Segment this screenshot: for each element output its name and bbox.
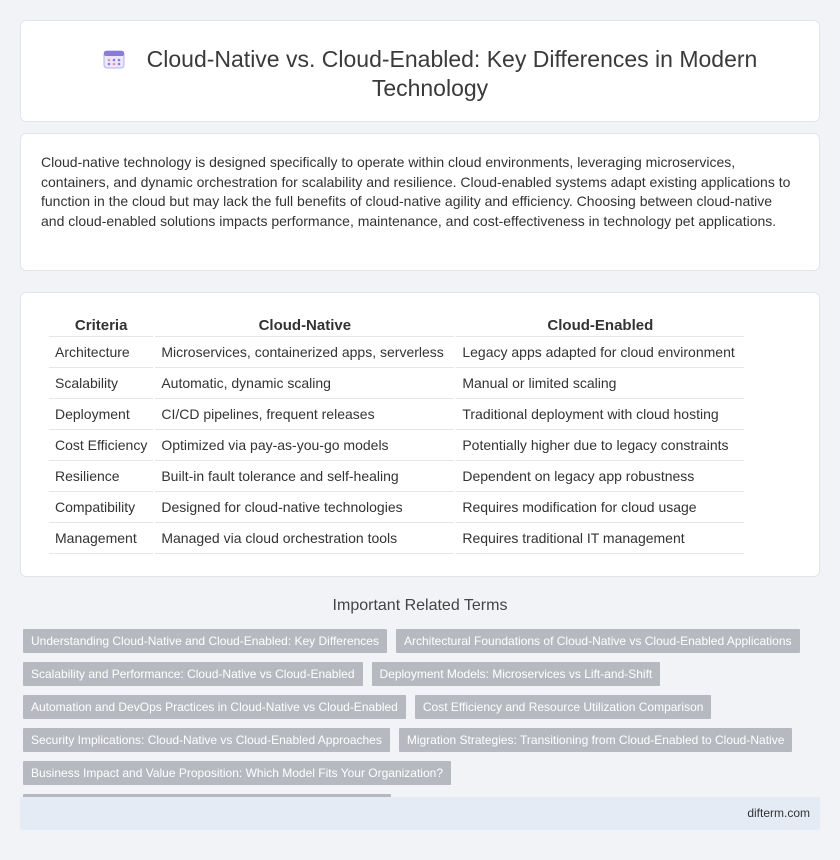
related-term-tag[interactable]: Deployment Models: Microservices vs Lift-and-Shift bbox=[372, 662, 661, 686]
table-row bbox=[49, 492, 744, 523]
header-cloud-native: Cloud-Native bbox=[155, 315, 454, 337]
cloud-native-cell: Optimized via pay-as-you-go models bbox=[155, 430, 454, 461]
cloud-enabled-cell: Requires traditional IT management bbox=[456, 523, 744, 554]
related-term-tag[interactable]: Architectural Foundations of Cloud-Native vs Cloud-Enabled Applications bbox=[396, 629, 800, 653]
intro-paragraph: Cloud-native technology is designed specifically to operate within cloud environments, leveraging microservices, containers, and dynamic orchestration for scalability and resilience. Cloud-enabled systems adapt existing applications to function in the cloud but may lack the full benefits of cloud-native agility and efficiency. Choosing between cloud-native and cloud-enabled solutions impacts performance, maintenance, and cost-effectiveness in technology pet applications. bbox=[41, 154, 791, 229]
related-term-tag[interactable]: Security Implications: Cloud-Native vs Cloud-Enabled Approaches bbox=[23, 728, 390, 752]
criteria-cell: Management bbox=[49, 523, 153, 554]
header-cloud-enabled: Cloud-Enabled bbox=[456, 315, 744, 337]
comparison-table bbox=[47, 315, 746, 554]
header-criteria: Criteria bbox=[49, 315, 153, 337]
header-card bbox=[20, 20, 820, 122]
related-term-tag[interactable]: Migration Strategies: Transitioning from Cloud-Enabled to Cloud-Native bbox=[399, 728, 793, 752]
cloud-enabled-cell: Manual or limited scaling bbox=[456, 368, 744, 399]
intro-card bbox=[20, 133, 820, 271]
cloud-enabled-cell: Dependent on legacy app robustness bbox=[456, 461, 744, 492]
table-row bbox=[49, 368, 744, 399]
criteria-cell: Resilience bbox=[49, 461, 153, 492]
table-row bbox=[49, 399, 744, 430]
page-title bbox=[81, 45, 779, 103]
cloud-enabled-cell: Legacy apps adapted for cloud environment bbox=[456, 337, 744, 368]
calendar-icon bbox=[103, 47, 125, 67]
related-term-tag[interactable]: Cost Efficiency and Resource Utilization Comparison bbox=[415, 695, 712, 719]
related-term-tag[interactable]: Business Impact and Value Proposition: Which Model Fits Your Organization? bbox=[23, 761, 451, 785]
cloud-native-cell: Designed for cloud-native technologies bbox=[155, 492, 454, 523]
cloud-native-cell: Automatic, dynamic scaling bbox=[155, 368, 454, 399]
related-terms-title: Important Related Terms bbox=[332, 597, 508, 614]
footer-site-link[interactable]: difterm.com bbox=[747, 806, 810, 820]
criteria-cell: Compatibility bbox=[49, 492, 153, 523]
criteria-cell: Architecture bbox=[49, 337, 153, 368]
criteria-cell: Cost Efficiency bbox=[49, 430, 153, 461]
cloud-enabled-cell: Traditional deployment with cloud hosting bbox=[456, 399, 744, 430]
related-term-tag[interactable]: Scalability and Performance: Cloud-Native vs Cloud-Enabled bbox=[23, 662, 363, 686]
cloud-native-cell: Built-in fault tolerance and self-healing bbox=[155, 461, 454, 492]
table-row bbox=[49, 337, 744, 368]
related-term-tag[interactable]: Automation and DevOps Practices in Cloud-Native vs Cloud-Enabled bbox=[23, 695, 406, 719]
cloud-enabled-cell: Potentially higher due to legacy constraints bbox=[456, 430, 744, 461]
table-row bbox=[49, 523, 744, 554]
page-title-text: Cloud-Native vs. Cloud-Enabled: Key Differences in Modern Technology bbox=[146, 46, 758, 101]
table-row bbox=[49, 430, 744, 461]
criteria-cell: Deployment bbox=[49, 399, 153, 430]
related-term-tag[interactable]: Understanding Cloud-Native and Cloud-Enabled: Key Differences bbox=[23, 629, 387, 653]
cloud-native-cell: CI/CD pipelines, frequent releases bbox=[155, 399, 454, 430]
footer bbox=[20, 797, 820, 830]
table-header-row bbox=[49, 315, 744, 337]
criteria-cell: Scalability bbox=[49, 368, 153, 399]
table-row bbox=[49, 461, 744, 492]
comparison-card bbox=[20, 292, 820, 577]
related-terms-list bbox=[23, 629, 823, 818]
cloud-native-cell: Managed via cloud orchestration tools bbox=[155, 523, 454, 554]
cloud-enabled-cell: Requires modification for cloud usage bbox=[456, 492, 744, 523]
cloud-native-cell: Microservices, containerized apps, serverless bbox=[155, 337, 454, 368]
